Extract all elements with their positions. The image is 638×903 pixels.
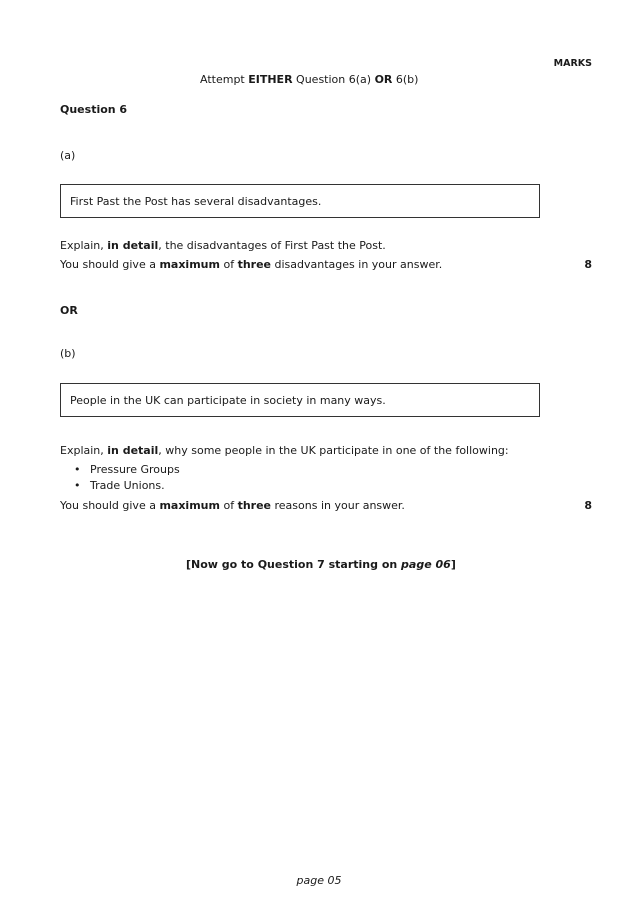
part-a-marks: 8 bbox=[584, 258, 592, 271]
part-a-task-post: , the disadvantages of First Past the Post. bbox=[158, 239, 386, 252]
question-instruction bbox=[200, 73, 418, 86]
part-b-guidance-post: reasons in your answer. bbox=[271, 499, 405, 512]
part-b-guidance-pre: You should give a bbox=[60, 499, 160, 512]
part-b-task bbox=[60, 444, 509, 457]
part-b-stimulus-text: People in the UK can participate in society in many ways. bbox=[70, 393, 386, 407]
part-a-guidance bbox=[60, 258, 442, 271]
part-a-task bbox=[60, 239, 386, 252]
part-a-stimulus-box bbox=[60, 184, 540, 218]
list-item bbox=[74, 462, 180, 478]
instruction-or: OR bbox=[374, 73, 393, 86]
list-item bbox=[74, 478, 180, 494]
bullet-icon: • bbox=[74, 479, 81, 492]
next-question-pre: [Now go to Question 7 starting on bbox=[186, 558, 402, 571]
instruction-either: EITHER bbox=[248, 73, 293, 86]
part-a-label: (a) bbox=[60, 149, 76, 162]
part-b-guidance-three: three bbox=[237, 499, 272, 512]
part-a-guidance-three: three bbox=[237, 258, 272, 271]
part-a-guidance-mid: of bbox=[219, 258, 238, 271]
next-question-instruction bbox=[186, 558, 456, 571]
part-a-stimulus-text: First Past the Post has several disadvantages. bbox=[70, 194, 322, 208]
bullet-icon: • bbox=[74, 463, 81, 476]
part-a-guidance-maximum: maximum bbox=[159, 258, 220, 271]
question-title: Question 6 bbox=[60, 103, 128, 116]
part-a-guidance-post: disadvantages in your answer. bbox=[271, 258, 443, 271]
part-a-task-emphasis: in detail bbox=[107, 239, 159, 252]
or-label: OR bbox=[60, 304, 78, 317]
part-b-label: (b) bbox=[60, 347, 76, 360]
part-b-task-pre: Explain, bbox=[60, 444, 108, 457]
part-b-task-post: , why some people in the UK participate in one of the following: bbox=[158, 444, 509, 457]
instruction-text: Attempt bbox=[200, 73, 249, 86]
part-a-guidance-pre: You should give a bbox=[60, 258, 160, 271]
part-b-guidance-mid: of bbox=[219, 499, 238, 512]
part-a-task-pre: Explain, bbox=[60, 239, 108, 252]
instruction-question-a: Question 6(a) bbox=[292, 73, 375, 86]
part-b-marks: 8 bbox=[584, 499, 592, 512]
part-b-task-emphasis: in detail bbox=[107, 444, 159, 457]
list-item-text: Pressure Groups bbox=[90, 463, 180, 476]
part-b-stimulus-box bbox=[60, 383, 540, 417]
part-b-options-list bbox=[74, 462, 180, 494]
part-b-guidance bbox=[60, 499, 405, 512]
list-item-text: Trade Unions. bbox=[90, 479, 165, 492]
part-b-guidance-maximum: maximum bbox=[159, 499, 220, 512]
page-number: page 05 bbox=[296, 874, 342, 887]
next-question-post: ] bbox=[450, 558, 456, 571]
instruction-question-b: 6(b) bbox=[392, 73, 419, 86]
next-question-page: page 06 bbox=[401, 558, 451, 571]
marks-column-header: MARKS bbox=[553, 58, 592, 69]
